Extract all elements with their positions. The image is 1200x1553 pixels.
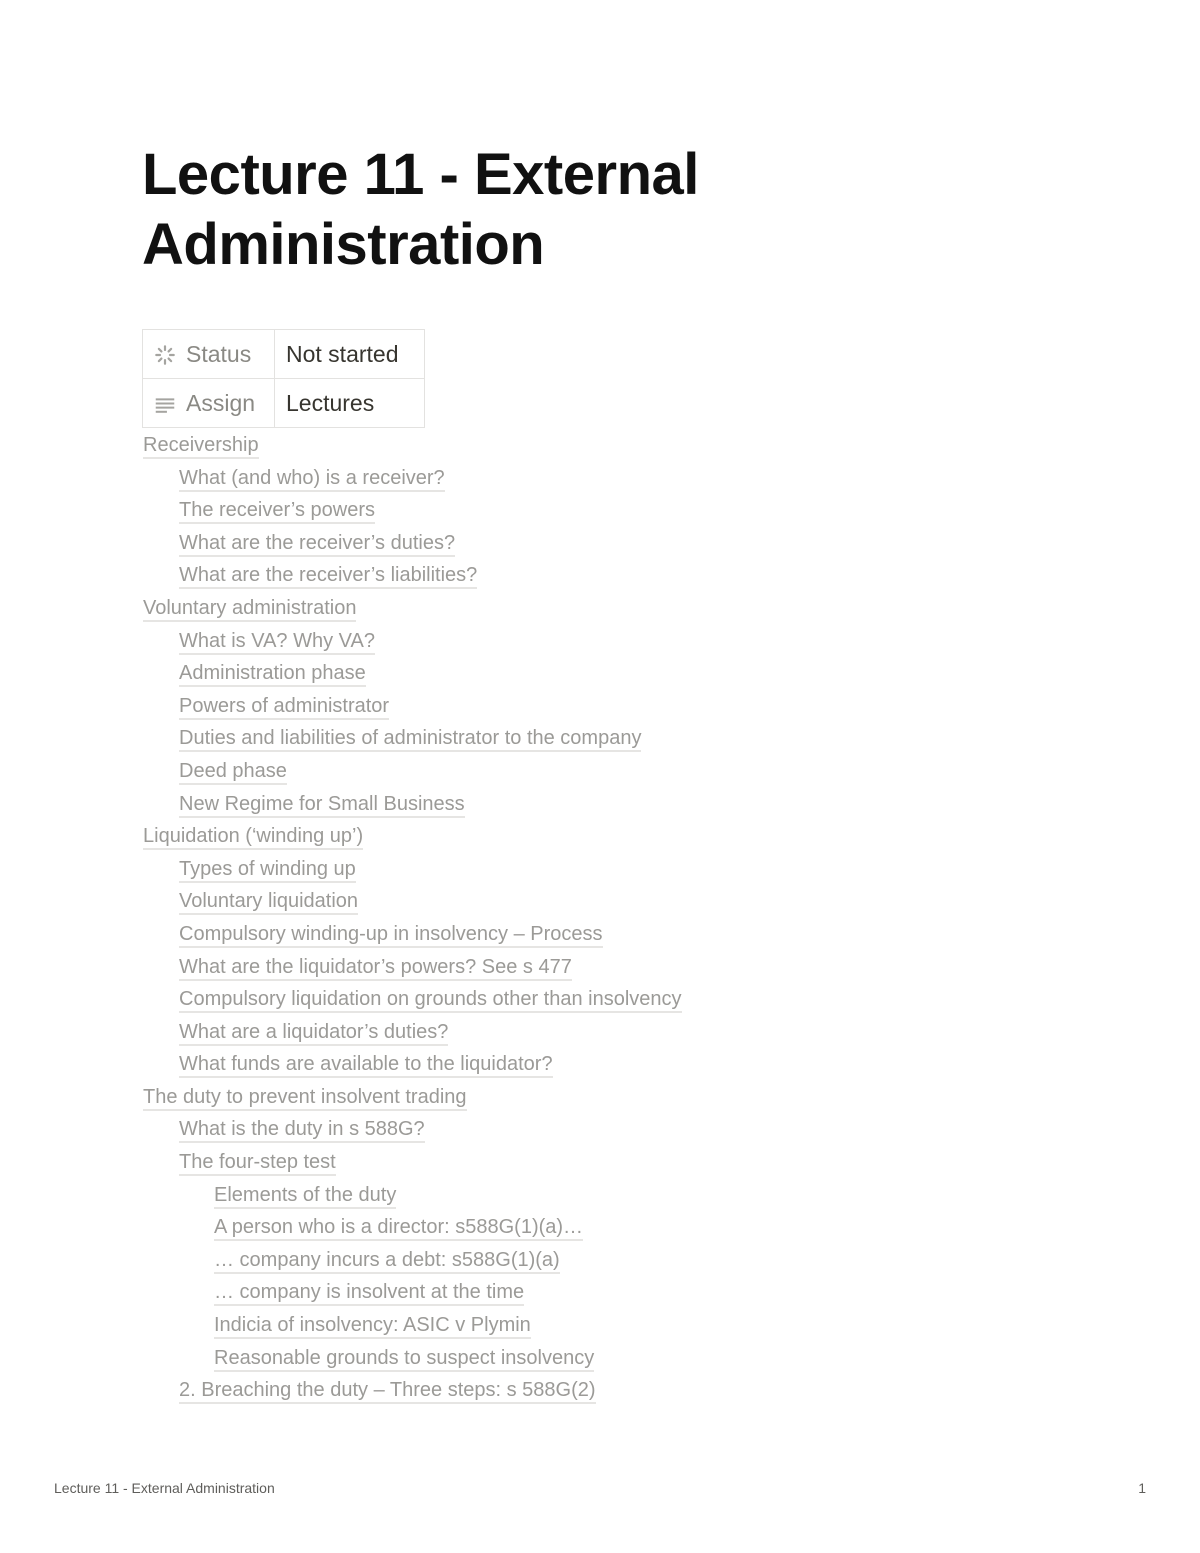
footer-title: Lecture 11 - External Administration [54, 1480, 275, 1496]
text-lines-icon [154, 393, 176, 415]
toc-link[interactable]: … company incurs a debt: s588G(1)(a) [214, 1249, 560, 1274]
toc-item [143, 756, 843, 789]
toc-link[interactable]: Voluntary liquidation [179, 890, 358, 915]
toc-item [143, 658, 843, 691]
property-row-status[interactable] [143, 330, 425, 379]
toc-item [143, 1343, 843, 1376]
toc-link[interactable]: What (and who) is a receiver? [179, 467, 445, 492]
toc-link[interactable]: What are the liquidator’s powers? See s 477 [179, 956, 572, 981]
property-row-assign[interactable] [143, 379, 425, 428]
page-number: 1 [1138, 1480, 1146, 1496]
toc-link[interactable]: Liquidation (‘winding up’) [143, 825, 363, 850]
toc-item [143, 1180, 843, 1213]
toc-item [143, 463, 843, 496]
assign-value[interactable]: Lectures [275, 379, 425, 428]
toc-link[interactable]: What are the receiver’s liabilities? [179, 564, 477, 589]
toc-item [143, 789, 843, 822]
toc-item [143, 821, 843, 854]
toc-link[interactable]: What is VA? Why VA? [179, 630, 375, 655]
toc-item [143, 528, 843, 561]
toc-link[interactable]: Reasonable grounds to suspect insolvency [214, 1347, 594, 1372]
toc-item [143, 984, 843, 1017]
toc-link[interactable]: Deed phase [179, 760, 287, 785]
toc-item [143, 1245, 843, 1278]
toc-link[interactable]: Compulsory winding-up in insolvency – Process [179, 923, 603, 948]
toc-item [143, 495, 843, 528]
toc-item [143, 1212, 843, 1245]
toc-link[interactable]: The duty to prevent insolvent trading [143, 1086, 467, 1111]
toc-item [143, 1082, 843, 1115]
toc-item [143, 919, 843, 952]
toc-link[interactable]: The receiver’s powers [179, 499, 375, 524]
toc-item [143, 1114, 843, 1147]
toc-item [143, 854, 843, 887]
toc-link[interactable]: A person who is a director: s588G(1)(a)… [214, 1216, 583, 1241]
status-value[interactable]: Not started [275, 330, 425, 379]
toc-item [143, 626, 843, 659]
page-title: Lecture 11 - External Administration [142, 142, 699, 277]
toc-item [143, 430, 843, 463]
properties-table [142, 329, 425, 428]
toc-link[interactable]: Elements of the duty [214, 1184, 396, 1209]
toc-item [143, 593, 843, 626]
toc-item [143, 1017, 843, 1050]
toc-link[interactable]: What are the receiver’s duties? [179, 532, 455, 557]
status-spinner-icon [154, 344, 176, 366]
toc-link[interactable]: New Regime for Small Business [179, 793, 465, 818]
toc-link[interactable]: Powers of administrator [179, 695, 389, 720]
toc-link[interactable]: Compulsory liquidation on grounds other than insolvency [179, 988, 682, 1013]
table-of-contents [143, 430, 843, 1408]
toc-link[interactable]: What funds are available to the liquidator? [179, 1053, 553, 1078]
toc-item [143, 1049, 843, 1082]
toc-link[interactable]: Voluntary administration [143, 597, 356, 622]
toc-item [143, 1277, 843, 1310]
toc-item [143, 1375, 843, 1408]
toc-link[interactable]: The four-step test [179, 1151, 336, 1176]
toc-item [143, 952, 843, 985]
toc-item [143, 723, 843, 756]
toc-link[interactable]: … company is insolvent at the time [214, 1281, 524, 1306]
toc-link[interactable]: 2. Breaching the duty – Three steps: s 588G(2) [179, 1379, 596, 1404]
toc-link[interactable]: Receivership [143, 434, 259, 459]
property-key-cell [143, 379, 275, 428]
toc-link[interactable]: What is the duty in s 588G? [179, 1118, 425, 1143]
toc-link[interactable]: Indicia of insolvency: ASIC v Plymin [214, 1314, 531, 1339]
toc-link[interactable]: What are a liquidator’s duties? [179, 1021, 448, 1046]
property-key-cell [143, 330, 275, 379]
toc-item [143, 1310, 843, 1343]
toc-item [143, 691, 843, 724]
property-key-label: Assign [186, 389, 256, 416]
property-key-label: Status [186, 340, 252, 367]
toc-link[interactable]: Duties and liabilities of administrator to the company [179, 727, 641, 752]
toc-item [143, 1147, 843, 1180]
toc-link[interactable]: Types of winding up [179, 858, 356, 883]
toc-item [143, 560, 843, 593]
toc-item [143, 886, 843, 919]
toc-link[interactable]: Administration phase [179, 662, 366, 687]
